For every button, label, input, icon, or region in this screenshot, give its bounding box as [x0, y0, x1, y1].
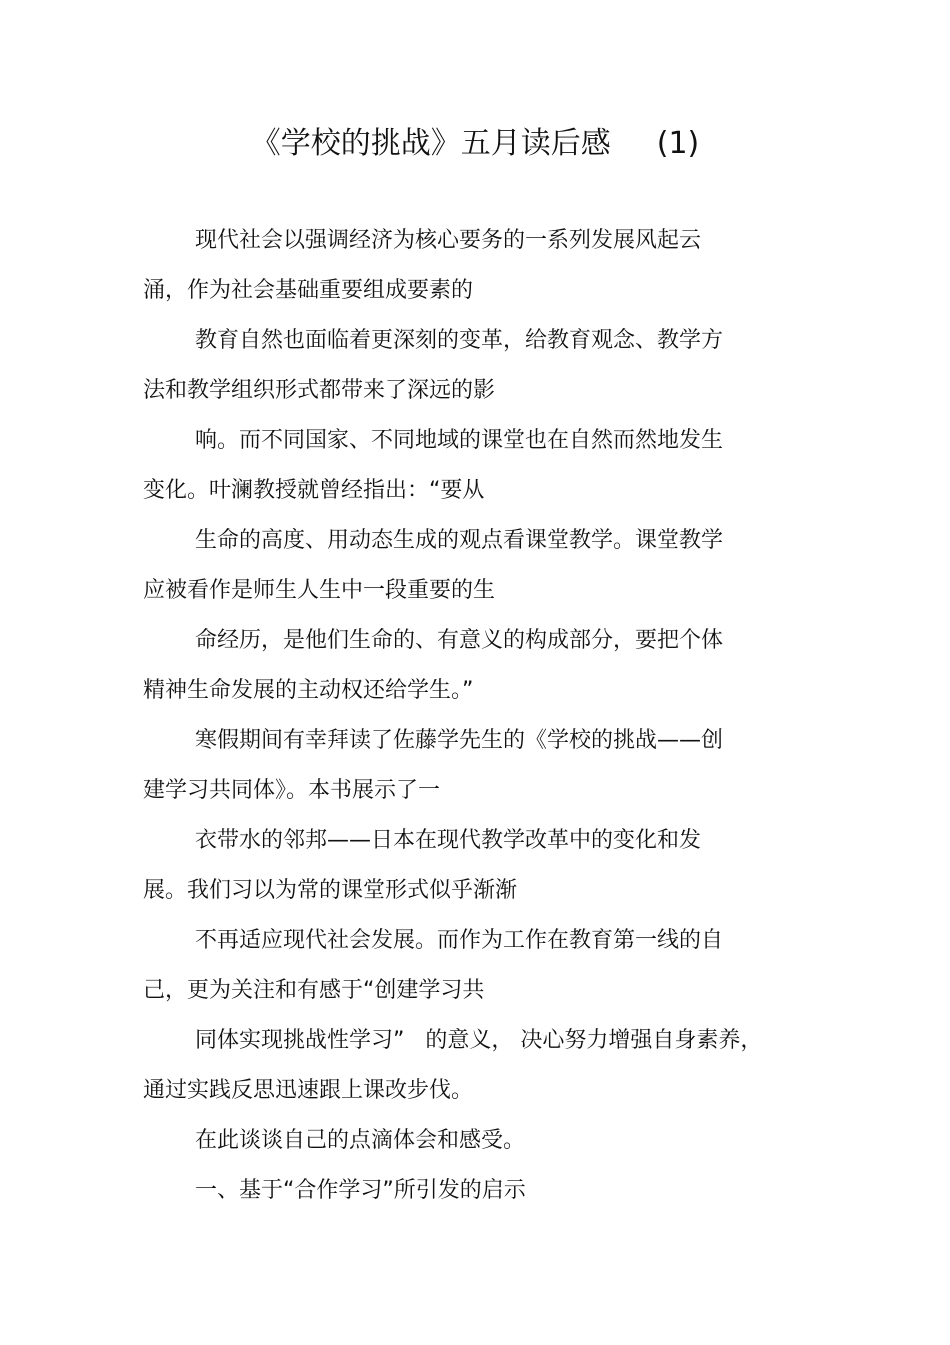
- paragraph-line: 响。而不同国家、不同地域的课堂也在自然而然地发生: [195, 428, 724, 453]
- paragraph-line: 在此谈谈自己的点滴体会和感受。: [195, 1128, 526, 1153]
- paragraph-line: 寒假期间有幸拜读了佐藤学先生的《学校的挑战——创: [195, 728, 724, 753]
- paragraph-line: 不再适应现代社会发展。而作为工作在教育第一线的自: [195, 928, 724, 953]
- paragraph-line: 现代社会以强调经济为核心要务的一系列发展风起云: [195, 228, 702, 253]
- document-title: [0, 122, 950, 166]
- section-heading: 一、基于“合作学习”所引发的启示: [195, 1178, 526, 1203]
- paragraph-line: 衣带水的邻邦——日本在现代教学改革中的变化和发: [195, 828, 702, 853]
- paragraph-line: 法和教学组织形式都带来了深远的影: [143, 378, 496, 403]
- title-number: (1): [656, 126, 700, 161]
- paragraph-line: 涌，作为社会基础重要组成要素的: [143, 278, 474, 303]
- paragraph-line: 应被看作是师生人生中一段重要的生: [143, 578, 496, 603]
- paragraph-line: 变化。叶澜教授就曾经指出：“要从: [143, 478, 485, 503]
- paragraph-line: 通过实践反思迅速跟上课改步伐。: [143, 1078, 474, 1103]
- title-text: 《学校的挑战》五月读后感: [250, 126, 611, 161]
- paragraph-line: 建学习共同体》。本书展示了一: [143, 778, 441, 803]
- paragraph-line: 己，更为关注和有感于“创建学习共: [143, 978, 485, 1003]
- paragraph-line: 生命的高度、用动态生成的观点看课堂教学。课堂教学: [195, 528, 724, 553]
- paragraph-line: 精神生命发展的主动权还给学生。”: [143, 678, 474, 703]
- paragraph-line: 同体实现挑战性学习” 的意义， 决心努力增强自身素养，: [195, 1028, 763, 1053]
- paragraph-line: 展。我们习以为常的课堂形式似乎渐渐: [143, 878, 518, 903]
- paragraph-line: 命经历，是他们生命的、有意义的构成部分，要把个体: [195, 628, 724, 653]
- paragraph-line: 教育自然也面临着更深刻的变革，给教育观念、教学方: [195, 328, 724, 353]
